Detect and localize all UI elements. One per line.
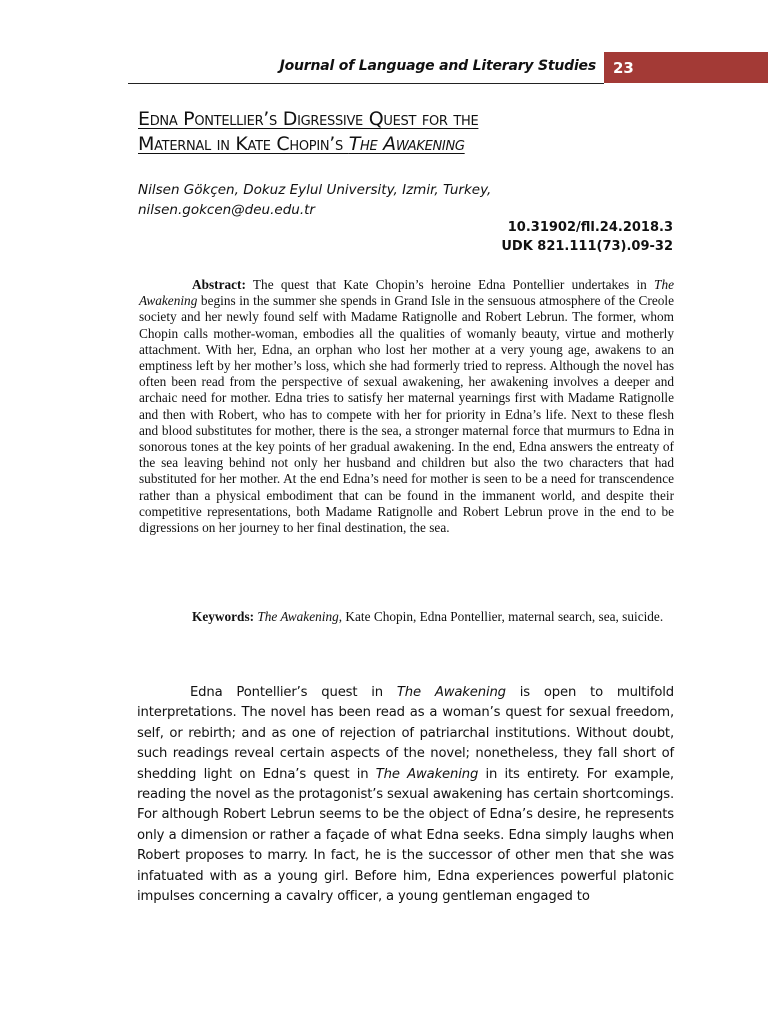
page-number: 23: [613, 59, 634, 77]
header-rule: [128, 83, 604, 84]
doi: 10.31902/fll.24.2018.3: [507, 220, 673, 235]
body-text-3: in its entirety. For example, reading the novel as the protagonist’s sexual awakening has certain shortcomings. For although Robert Lebrun seems to be the object of Edna’s desire, he represents only a dimension or rather a façade of what Edna seeks. Edna simply laughs when Robert proposes to marry. In fact, he is the successor of other men that she was infatuated with as a young girl. Before him, Edna experiences powerful platonic impulses concerning a cavalry officer, a young gentleman engaged to: [137, 766, 675, 905]
abstract-text-2: begins in the summer she spends in Grand Isle in the sensuous atmosphere of the Creole society and her newly found self with Madame Ratignolle and Robert Lebrun. The former, whom Chopin calls mother-woman, embodies all the qualities of womanly beauty, virtue and motherly attachment. With her, Edna, an orphan who lost her mother at a very young age, awakens to an emptiness left by her mother’s loss, which she had formerly tried to repress. Although the novel has often been read from the perspective of sexual awakening, her awakening involves a deeper and archaic need for mother. Edna tries to satisfy her maternal yearnings first with Madame Ratignolle and then with Robert, who has to compete with her for priority in Edna’s life. Next to these flesh and blood substitutes for mother, there is the sea, a stronger maternal force that murmurs to Edna in sonorous tones at the key points of her gradual awakening. In the end, Edna answers the entreaty of the sea leaving behind not only her husband and children but also the two characters that had substituted for her mother. At the end Edna’s need for mother is seen to be a need for transcendence rather than a physical embodiment that can be found in the immanent world, and despite their competitive representations, both Madame Ratignolle and Robert Lebrun prove in the end to be digressions on her journey to her final destination, the sea.: [139, 293, 674, 536]
author-email: nilsen.gokcen@deu.edu.tr: [138, 202, 315, 218]
body-paragraph: [137, 683, 674, 907]
journal-title: Journal of Language and Literary Studies: [279, 58, 596, 74]
title-line-2: Maternal in Kate Chopin’s: [138, 133, 349, 155]
body-text-2: is open to multifold interpretations. The novel has been read as a woman’s quest for sexual freedom, self, or rebirth; and as one of rejection of patriarchal institutions. Without doubt, such readings reveal certain aspects of the novel; nonetheless, they fall short of shedding light on Edna’s quest in: [137, 685, 674, 782]
article-title: [138, 107, 638, 157]
abstract-text-1: The quest that Kate Chopin’s heroine Edna Pontellier undertakes in: [245, 277, 655, 292]
abstract: [139, 277, 674, 536]
title-book-name: The Awakening: [348, 133, 465, 155]
keywords: [139, 608, 674, 626]
body-text-1: Edna Pontellier’s quest in: [190, 685, 397, 700]
keywords-list: , Kate Chopin, Edna Pontellier, maternal search, sea, suicide.: [338, 609, 664, 624]
title-line-1: Edna Pontellier’s Digressive Quest for the: [138, 108, 479, 130]
udk-code: UDK 821.111(73).09-32: [501, 239, 673, 254]
author-affiliation: Nilsen Gökçen, Dokuz Eylul University, Izmir, Turkey,: [138, 182, 492, 198]
abstract-label: Abstract:: [192, 277, 246, 292]
identifiers: [501, 218, 673, 256]
keywords-label: Keywords:: [192, 609, 255, 624]
abstract-book-name: The Awakening: [139, 277, 674, 309]
keyword-book-name: The Awakening: [257, 609, 339, 624]
page-number-box: [604, 52, 768, 83]
body-book-name-2: The Awakening: [375, 766, 479, 782]
author-block: [138, 180, 678, 220]
body-book-name-1: The Awakening: [396, 685, 506, 700]
